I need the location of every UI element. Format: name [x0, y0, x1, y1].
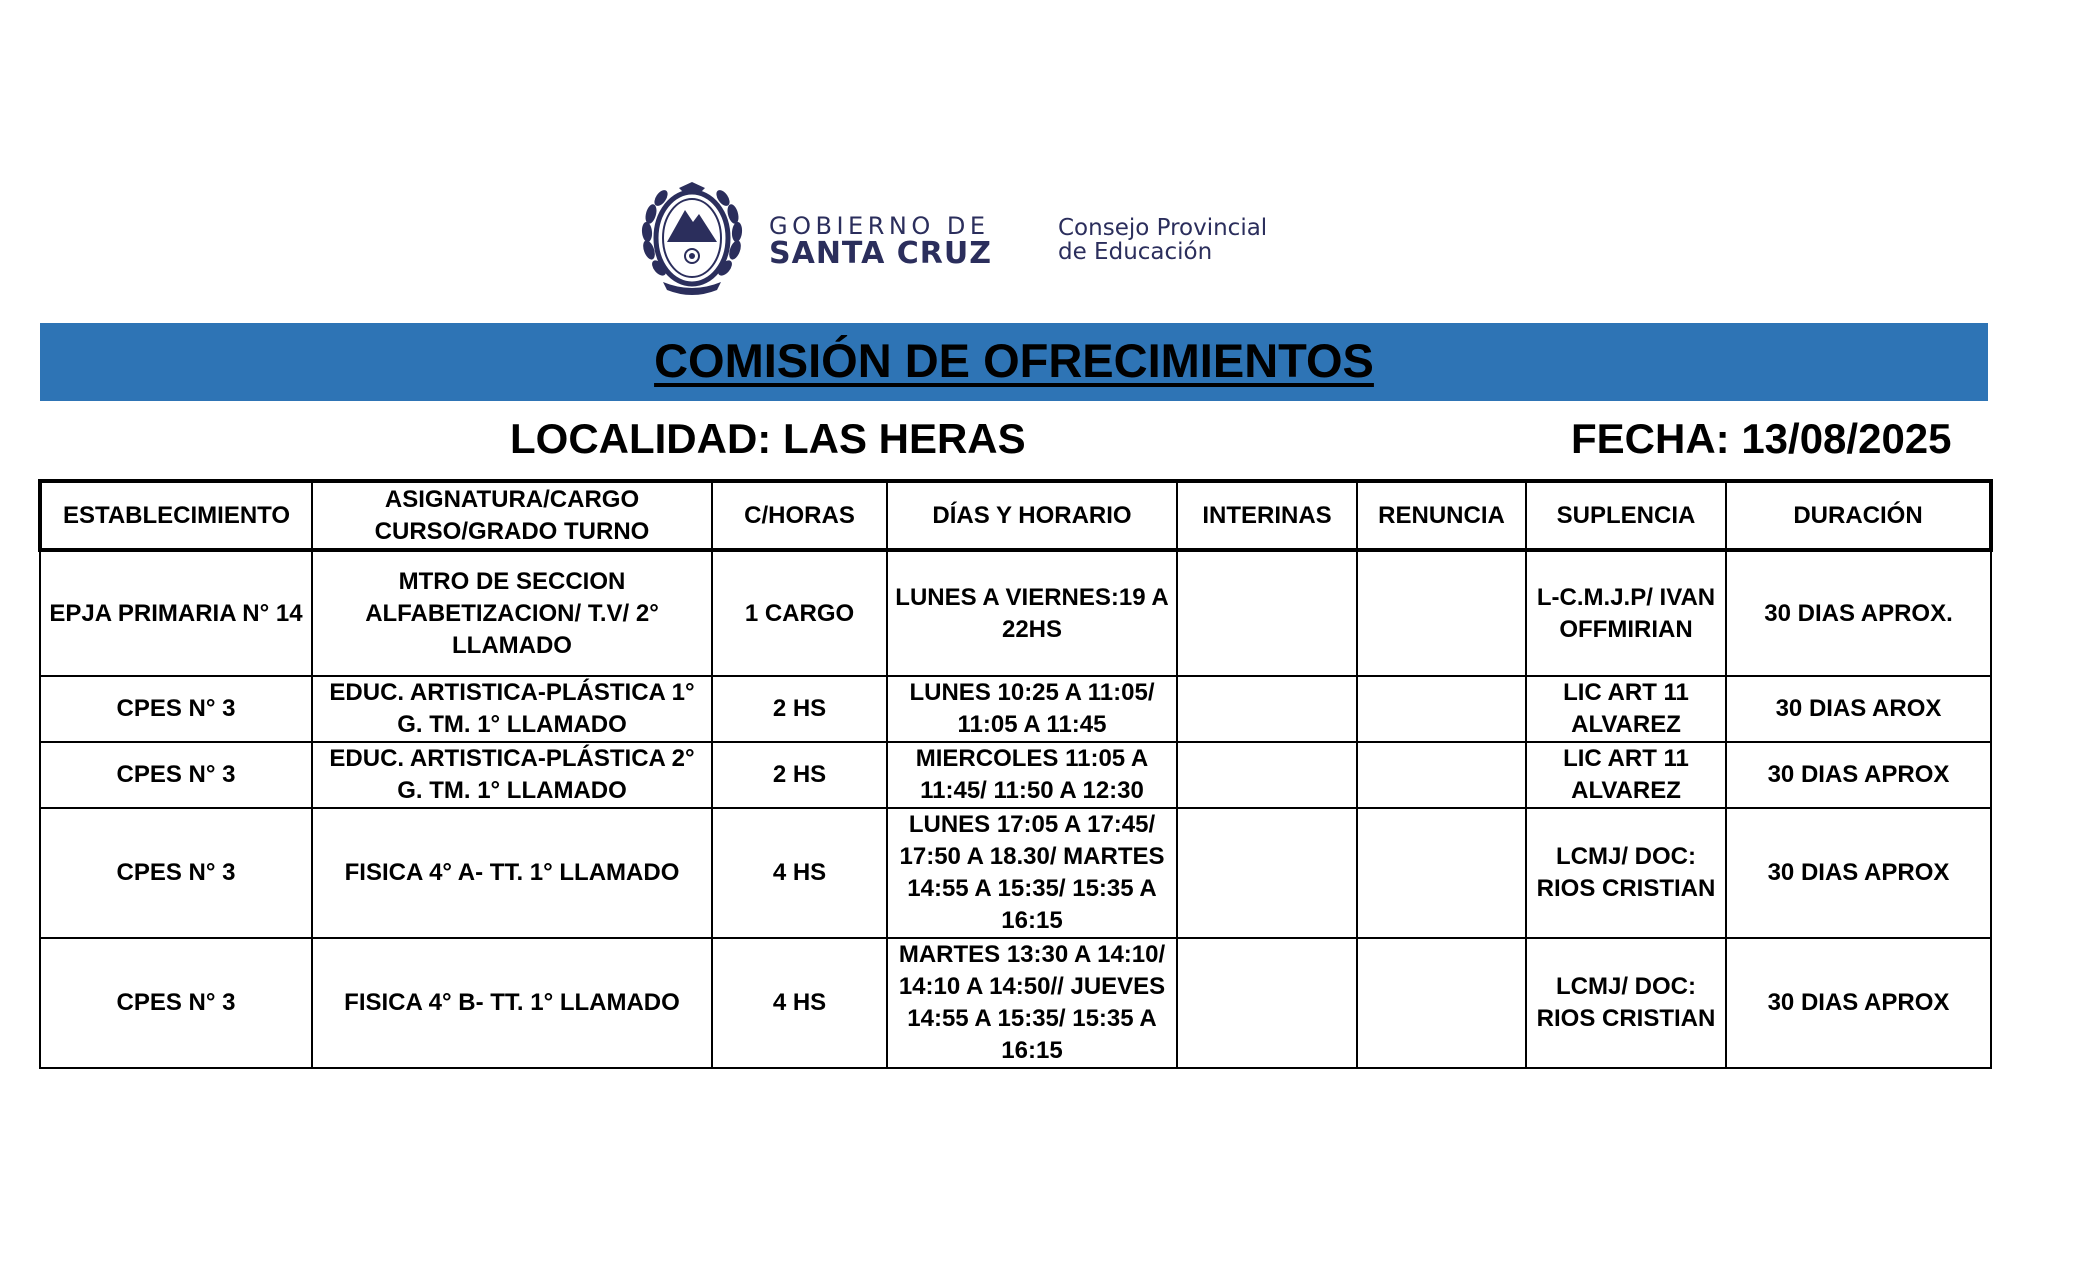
cell-suplencia: LCMJ/ DOC: RIOS CRISTIAN [1526, 808, 1726, 938]
column-header-horario: DÍAS Y HORARIO [887, 481, 1177, 550]
column-header-renuncia: RENUNCIA [1357, 481, 1526, 550]
cell-asignatura: MTRO DE SECCION ALFABETIZACION/ T.V/ 2° LLAMADO [312, 550, 712, 676]
locality-label: LOCALIDAD: LAS HERAS [510, 415, 1026, 462]
cell-renuncia [1357, 742, 1526, 808]
cell-renuncia [1357, 676, 1526, 742]
cell-horas: 2 HS [712, 742, 887, 808]
cell-duracion: 30 DIAS APROX [1726, 808, 1991, 938]
cell-interinas [1177, 676, 1357, 742]
table-header-row [40, 481, 1991, 550]
council-name-line1: Consejo Provincial [1058, 215, 1268, 241]
cell-establecimiento: CPES N° 3 [40, 808, 312, 938]
cell-asignatura: FISICA 4° B- TT. 1° LLAMADO [312, 938, 712, 1068]
cell-asignatura: EDUC. ARTISTICA-PLÁSTICA 1° G. TM. 1° LLAMADO [312, 676, 712, 742]
cell-horas: 2 HS [712, 676, 887, 742]
title-banner [40, 323, 1988, 401]
cell-duracion: 30 DIAS AROX [1726, 676, 1991, 742]
column-header-horas: C/HORAS [712, 481, 887, 550]
cell-horario: LUNES 10:25 A 11:05/ 11:05 A 11:45 [887, 676, 1177, 742]
santa-cruz-crest-icon [639, 180, 745, 300]
cell-horario: MARTES 13:30 A 14:10/ 14:10 A 14:50// JUEVES 14:55 A 15:35/ 15:35 A 16:15 [887, 938, 1177, 1068]
table-row [40, 676, 1991, 742]
cell-establecimiento: CPES N° 3 [40, 676, 312, 742]
cell-horario: LUNES 17:05 A 17:45/ 17:50 A 18.30/ MARTES 14:55 A 15:35/ 15:35 A 16:15 [887, 808, 1177, 938]
cell-interinas [1177, 938, 1357, 1068]
government-name-line1: GOBIERNO DE [769, 212, 990, 240]
cell-renuncia [1357, 550, 1526, 676]
cell-horas: 4 HS [712, 808, 887, 938]
cell-suplencia: L-C.M.J.P/ IVANOFFMIRIAN [1526, 550, 1726, 676]
cell-duracion: 30 DIAS APROX [1726, 742, 1991, 808]
cell-suplencia: LIC ART 11 ALVAREZ [1526, 742, 1726, 808]
column-header-interinas: INTERINAS [1177, 481, 1357, 550]
cell-establecimiento: EPJA PRIMARIA N° 14 [40, 550, 312, 676]
date-label: FECHA: 13/08/2025 [1571, 415, 1952, 462]
cell-horario: MIERCOLES 11:05 A 11:45/ 11:50 A 12:30 [887, 742, 1177, 808]
column-header-asignatura: ASIGNATURA/CARGO CURSO/GRADO TURNO [312, 481, 712, 550]
cell-horas: 1 CARGO [712, 550, 887, 676]
cell-asignatura: EDUC. ARTISTICA-PLÁSTICA 2° G. TM. 1° LLAMADO [312, 742, 712, 808]
cell-horas: 4 HS [712, 938, 887, 1068]
cell-duracion: 30 DIAS APROX [1726, 938, 1991, 1068]
cell-suplencia: LIC ART 11 ALVAREZ [1526, 676, 1726, 742]
table-row [40, 808, 1991, 938]
cell-interinas [1177, 550, 1357, 676]
table-row [40, 938, 1991, 1068]
cell-suplencia: LCMJ/ DOC: RIOS CRISTIAN [1526, 938, 1726, 1068]
offers-table [38, 479, 1993, 1069]
cell-asignatura: FISICA 4° A- TT. 1° LLAMADO [312, 808, 712, 938]
cell-establecimiento: CPES N° 3 [40, 742, 312, 808]
column-header-establecimiento: ESTABLECIMIENTO [40, 481, 312, 550]
page-title: COMISIÓN DE OFRECIMIENTOS [654, 334, 1374, 387]
header-logo [639, 180, 1289, 300]
cell-renuncia [1357, 808, 1526, 938]
cell-interinas [1177, 742, 1357, 808]
table-row [40, 550, 1991, 676]
column-header-suplencia: SUPLENCIA [1526, 481, 1726, 550]
government-name-line2: SANTA CRUZ [769, 236, 992, 271]
cell-interinas [1177, 808, 1357, 938]
cell-renuncia [1357, 938, 1526, 1068]
cell-establecimiento: CPES N° 3 [40, 938, 312, 1068]
table-row [40, 742, 1991, 808]
cell-horario: LUNES A VIERNES:19 A 22HS [887, 550, 1177, 676]
cell-duracion: 30 DIAS APROX. [1726, 550, 1991, 676]
council-name-line2: de Educación [1058, 239, 1213, 265]
column-header-duracion: DURACIÓN [1726, 481, 1991, 550]
